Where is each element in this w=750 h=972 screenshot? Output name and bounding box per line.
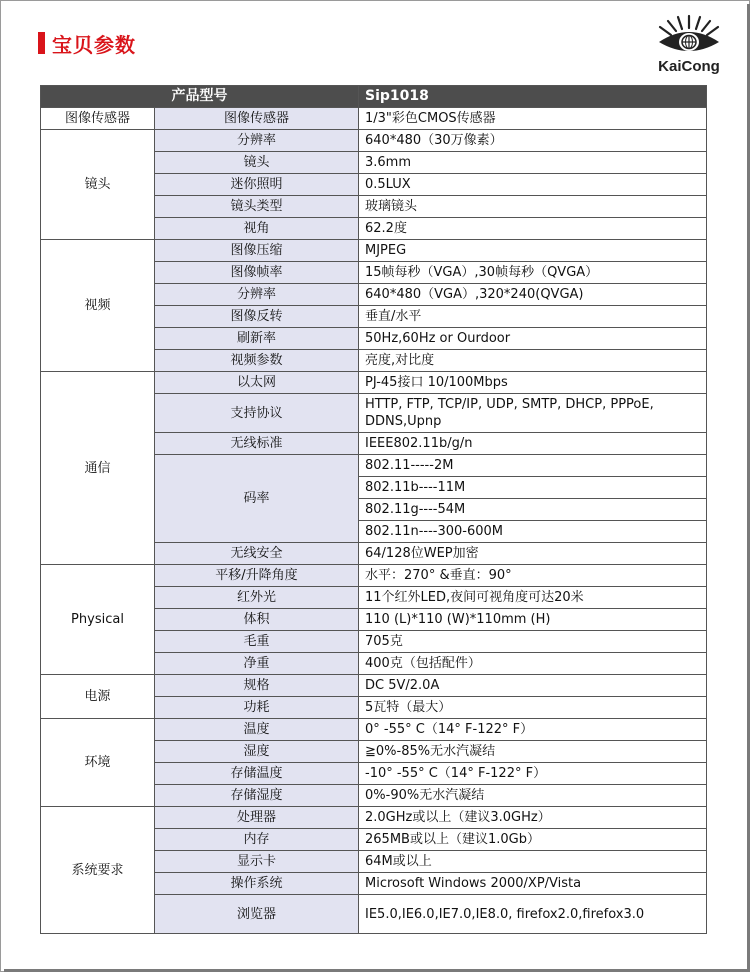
param-cell: 浏览器 [155, 895, 359, 934]
page-header [38, 30, 136, 56]
value-cell: 50Hz,60Hz or Ourdoor [359, 328, 707, 350]
value-cell: 64M或以上 [359, 851, 707, 873]
eye-logo-icon [654, 14, 724, 58]
param-cell: 平移/升降角度 [155, 565, 359, 587]
category-cell: Physical [41, 565, 155, 675]
param-cell: 支持协议 [155, 394, 359, 433]
value-cell: 0%-90%无水汽凝结 [359, 785, 707, 807]
param-cell: 分辨率 [155, 284, 359, 306]
value-cell: 亮度,对比度 [359, 350, 707, 372]
table-row [41, 108, 707, 130]
param-cell: 存储温度 [155, 763, 359, 785]
value-cell: 802.11b----11M [359, 477, 707, 499]
table-row [41, 130, 707, 152]
category-cell: 视频 [41, 240, 155, 372]
value-cell: 3.6mm [359, 152, 707, 174]
param-cell: 以太网 [155, 372, 359, 394]
param-cell: 内存 [155, 829, 359, 851]
value-cell: 2.0GHz或以上（建议3.0GHz） [359, 807, 707, 829]
param-cell: 刷新率 [155, 328, 359, 350]
value-cell: 110 (L)*110 (W)*110mm (H) [359, 609, 707, 631]
param-cell: 视频参数 [155, 350, 359, 372]
param-cell: 图像压缩 [155, 240, 359, 262]
category-cell: 通信 [41, 372, 155, 565]
param-cell: 镜头 [155, 152, 359, 174]
param-cell: 分辨率 [155, 130, 359, 152]
table-row [41, 372, 707, 394]
header-model-label: 产品型号 [41, 86, 359, 108]
param-cell: 湿度 [155, 741, 359, 763]
value-cell: Microsoft Windows 2000/XP/Vista [359, 873, 707, 895]
param-cell: 视角 [155, 218, 359, 240]
category-cell: 图像传感器 [41, 108, 155, 130]
value-cell: 1/3"彩色CMOS传感器 [359, 108, 707, 130]
param-cell: 码率 [155, 455, 359, 543]
value-cell: 水平：270° &垂直：90° [359, 565, 707, 587]
param-cell: 无线安全 [155, 543, 359, 565]
header-model-value: Sip1018 [359, 86, 707, 108]
value-cell: IEEE802.11b/g/n [359, 433, 707, 455]
param-cell: 净重 [155, 653, 359, 675]
value-cell: HTTP, FTP, TCP/IP, UDP, SMTP, DHCP, PPPoE, DDNS,Upnp [359, 394, 707, 433]
category-cell: 镜头 [41, 130, 155, 240]
value-cell: DC 5V/2.0A [359, 675, 707, 697]
value-cell: 640*480（30万像素） [359, 130, 707, 152]
table-row [41, 719, 707, 741]
value-cell: 705克 [359, 631, 707, 653]
value-cell: 11个红外LED,夜间可视角度可达20米 [359, 587, 707, 609]
value-cell: 15帧每秒（VGA）,30帧每秒（QVGA） [359, 262, 707, 284]
value-cell: 64/128位WEP加密 [359, 543, 707, 565]
kaicong-logo [648, 14, 730, 78]
value-cell: 802.11g----54M [359, 499, 707, 521]
value-cell: 802.11-----2M [359, 455, 707, 477]
table-row [41, 565, 707, 587]
value-cell: 0° -55° C（14° F-122° F） [359, 719, 707, 741]
title-accent-bar [38, 32, 45, 54]
param-cell: 处理器 [155, 807, 359, 829]
category-cell: 环境 [41, 719, 155, 807]
param-cell: 镜头类型 [155, 196, 359, 218]
value-cell: 垂直/水平 [359, 306, 707, 328]
param-cell: 图像反转 [155, 306, 359, 328]
table-header-row [41, 86, 707, 108]
value-cell: 802.11n----300-600M [359, 521, 707, 543]
param-cell: 图像传感器 [155, 108, 359, 130]
param-cell: 显示卡 [155, 851, 359, 873]
param-cell: 毛重 [155, 631, 359, 653]
value-cell: 5瓦特（最大） [359, 697, 707, 719]
param-cell: 红外光 [155, 587, 359, 609]
category-cell: 系统要求 [41, 807, 155, 934]
value-cell: IE5.0,IE6.0,IE7.0,IE8.0, firefox2.0,firefox3.0 [359, 895, 707, 934]
param-cell: 操作系统 [155, 873, 359, 895]
value-cell: 玻璃镜头 [359, 196, 707, 218]
value-cell: 0.5LUX [359, 174, 707, 196]
value-cell: 62.2度 [359, 218, 707, 240]
table-row [41, 807, 707, 829]
param-cell: 图像帧率 [155, 262, 359, 284]
page-title: 宝贝参数 [52, 32, 136, 57]
value-cell: -10° -55° C（14° F-122° F） [359, 763, 707, 785]
logo-text: KaiCong [658, 58, 720, 75]
param-cell: 存储湿度 [155, 785, 359, 807]
param-cell: 体积 [155, 609, 359, 631]
value-cell: 265MB或以上（建议1.0Gb） [359, 829, 707, 851]
param-cell: 规格 [155, 675, 359, 697]
value-cell: 640*480（VGA）,320*240(QVGA) [359, 284, 707, 306]
table-row [41, 675, 707, 697]
param-cell: 无线标准 [155, 433, 359, 455]
value-cell: PJ-45接口 10/100Mbps [359, 372, 707, 394]
value-cell: ≧0%-85%无水汽凝结 [359, 741, 707, 763]
spec-table [40, 85, 707, 934]
param-cell: 功耗 [155, 697, 359, 719]
category-cell: 电源 [41, 675, 155, 719]
value-cell: MJPEG [359, 240, 707, 262]
table-row [41, 240, 707, 262]
param-cell: 迷你照明 [155, 174, 359, 196]
value-cell: 400克（包括配件） [359, 653, 707, 675]
param-cell: 温度 [155, 719, 359, 741]
